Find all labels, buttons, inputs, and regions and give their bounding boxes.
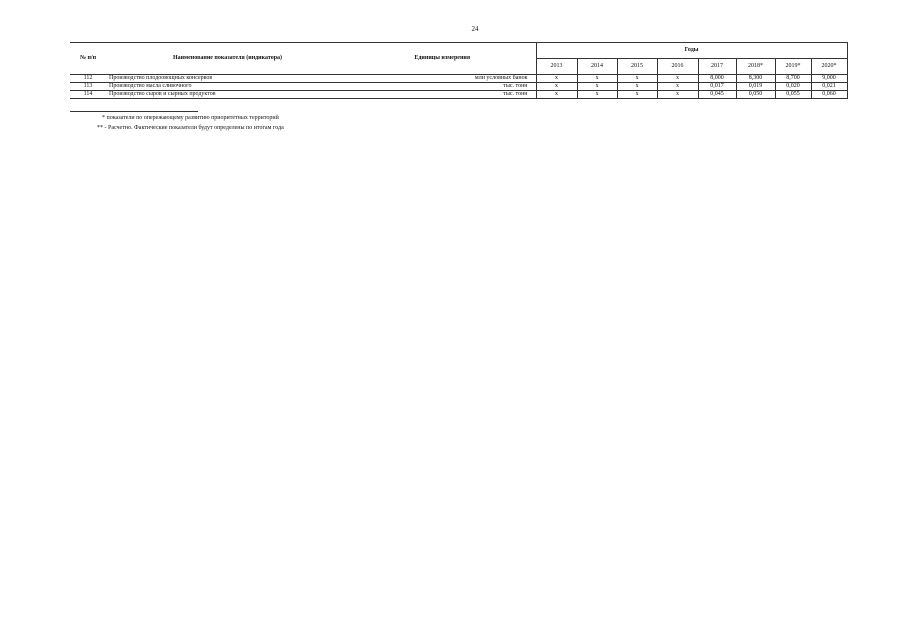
row-unit: тыс. тонн [349, 91, 536, 99]
table-header-row [70, 43, 847, 59]
row-value: x [536, 75, 577, 83]
row-value: x [577, 83, 617, 91]
row-value: x [657, 91, 698, 99]
header-year: 2018* [736, 59, 775, 75]
row-indicator-name: Производство сыров и сырных продуктов [106, 91, 349, 99]
table-row [70, 75, 847, 83]
row-num: 112 [70, 75, 106, 83]
row-value: 0,045 [698, 91, 736, 99]
row-value: 9,000 [811, 75, 847, 83]
row-value: 0,050 [736, 91, 775, 99]
row-value: 8,300 [736, 75, 775, 83]
row-value: x [577, 91, 617, 99]
row-num: 114 [70, 91, 106, 99]
indicators-table [70, 42, 848, 99]
row-indicator-name: Производство плодоовощных консервов [106, 75, 349, 83]
header-years-group: Годы [536, 43, 847, 59]
row-value: 0,019 [736, 83, 775, 91]
header-num: № п/п [70, 43, 106, 75]
header-year: 2013 [536, 59, 577, 75]
row-value: x [657, 75, 698, 83]
header-indicator-name: Наименование показателя (индикатора) [106, 43, 349, 75]
row-value: x [536, 91, 577, 99]
page-number: 24 [471, 25, 479, 33]
row-value: 8,700 [775, 75, 811, 83]
row-value: x [577, 75, 617, 83]
header-year: 2019* [775, 59, 811, 75]
row-unit: млн условных банок [349, 75, 536, 83]
row-value: 0,060 [811, 91, 847, 99]
row-value: x [617, 91, 657, 99]
footnote: * показатели по опережающему развитию приоритетных территорий [102, 115, 279, 121]
table-row [70, 91, 847, 99]
header-year: 2017 [698, 59, 736, 75]
row-value: 0,021 [811, 83, 847, 91]
row-value: x [657, 83, 698, 91]
header-year: 2014 [577, 59, 617, 75]
row-indicator-name: Производство масла сливочного [106, 83, 349, 91]
header-year: 2015 [617, 59, 657, 75]
footnote: ** - Расчетно. Фактические показатели будут определены по итогам года [97, 125, 284, 131]
row-value: 0,055 [775, 91, 811, 99]
footnote-divider [70, 111, 198, 112]
header-unit: Единицы измерения [349, 43, 536, 75]
row-unit: тыс. тонн [349, 83, 536, 91]
table-row [70, 83, 847, 91]
header-year: 2020* [811, 59, 847, 75]
row-value: x [617, 75, 657, 83]
row-value: x [536, 83, 577, 91]
row-value: 8,000 [698, 75, 736, 83]
row-value: x [617, 83, 657, 91]
header-year: 2016 [657, 59, 698, 75]
row-value: 0,017 [698, 83, 736, 91]
row-num: 113 [70, 83, 106, 91]
row-value: 0,020 [775, 83, 811, 91]
